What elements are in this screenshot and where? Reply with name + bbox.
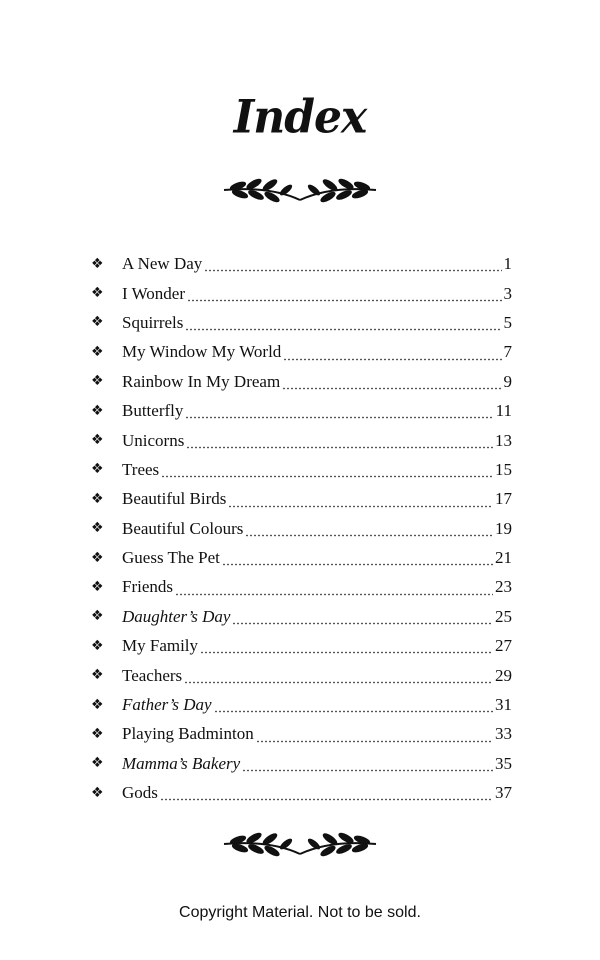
four-diamond-bullet-icon: ❖ (91, 520, 104, 537)
entry-page-number: 25 (495, 606, 512, 626)
four-diamond-bullet-icon: ❖ (91, 373, 104, 390)
entry-page-number: 15 (495, 459, 512, 479)
index-entry (88, 749, 512, 778)
entry-title: I Wonder (122, 283, 185, 303)
dot-leader (228, 494, 493, 508)
dot-leader (187, 288, 502, 302)
dot-leader (175, 582, 493, 596)
entry-title: Teachers (122, 665, 183, 685)
four-diamond-bullet-icon: ❖ (91, 637, 104, 654)
entry-page-number: 21 (495, 548, 512, 568)
dot-leader (214, 699, 493, 713)
four-diamond-bullet-icon: ❖ (91, 314, 104, 331)
page-title: Index (233, 90, 367, 145)
index-entry (88, 367, 512, 396)
entry-page-number: 31 (495, 695, 512, 715)
index-entry (88, 631, 512, 660)
index-entry (88, 514, 512, 543)
four-diamond-bullet-icon: ❖ (91, 255, 104, 272)
index-entry (88, 308, 512, 337)
dot-leader (232, 611, 493, 625)
entry-title: Gods (122, 783, 158, 803)
entry-title: Friends (122, 577, 173, 597)
entry-title: Beautiful Colours (122, 518, 244, 538)
dot-leader (185, 405, 493, 419)
entry-page-number: 11 (495, 401, 512, 421)
dot-leader (222, 552, 493, 566)
index-entry (88, 249, 512, 278)
index-entry (88, 602, 512, 631)
index-entry (88, 337, 512, 366)
entry-title: Father’s Day (122, 695, 212, 715)
entry-page-number: 13 (495, 430, 512, 450)
entry-title: My Window My World (122, 342, 282, 362)
four-diamond-bullet-icon: ❖ (91, 696, 104, 713)
dot-leader (184, 670, 493, 684)
index-entry (88, 543, 512, 572)
entry-page-number: 33 (495, 724, 512, 744)
four-diamond-bullet-icon: ❖ (91, 755, 104, 772)
dot-leader (204, 258, 501, 272)
entry-title: Squirrels (122, 312, 184, 332)
dot-leader (161, 464, 493, 478)
four-diamond-bullet-icon: ❖ (91, 667, 104, 684)
four-diamond-bullet-icon: ❖ (91, 461, 104, 478)
four-diamond-bullet-icon: ❖ (91, 285, 104, 302)
entry-page-number: 37 (495, 783, 512, 803)
copyright-notice: Copyright Material. Not to be sold. (179, 904, 421, 921)
entry-page-number: 19 (495, 518, 512, 538)
dot-leader (160, 787, 493, 801)
entry-title: Playing Badminton (122, 724, 254, 744)
four-diamond-bullet-icon: ❖ (91, 784, 104, 801)
four-diamond-bullet-icon: ❖ (91, 549, 104, 566)
entry-title: Rainbow In My Dream (122, 371, 281, 391)
entry-page-number: 7 (503, 342, 512, 362)
entry-page-number: 27 (495, 636, 512, 656)
entry-page-number: 3 (503, 283, 512, 303)
four-diamond-bullet-icon: ❖ (91, 432, 104, 449)
four-diamond-bullet-icon: ❖ (91, 578, 104, 595)
index-list (88, 249, 512, 807)
four-diamond-bullet-icon: ❖ (91, 490, 104, 507)
laurel-branch-icon (220, 830, 380, 866)
entry-title: Unicorns (122, 430, 185, 450)
dot-leader (283, 347, 501, 361)
dot-leader (282, 376, 501, 390)
entry-page-number: 23 (495, 577, 512, 597)
index-entry (88, 660, 512, 689)
laurel-branch-icon (220, 176, 380, 212)
index-entry (88, 778, 512, 807)
four-diamond-bullet-icon: ❖ (91, 402, 104, 419)
entry-page-number: 5 (503, 312, 512, 332)
index-entry (88, 719, 512, 748)
entry-title: Daughter’s Day (122, 606, 231, 626)
entry-page-number: 17 (495, 489, 512, 509)
four-diamond-bullet-icon: ❖ (91, 343, 104, 360)
entry-page-number: 35 (495, 753, 512, 773)
four-diamond-bullet-icon: ❖ (91, 725, 104, 742)
dot-leader (185, 317, 501, 331)
index-entry (88, 455, 512, 484)
dot-leader (200, 640, 493, 654)
index-entry (88, 396, 512, 425)
dot-leader (242, 758, 493, 772)
entry-title: Beautiful Birds (122, 489, 227, 509)
index-entry (88, 425, 512, 454)
four-diamond-bullet-icon: ❖ (91, 608, 104, 625)
entry-page-number: 9 (503, 371, 512, 391)
dot-leader (245, 523, 493, 537)
index-entry (88, 278, 512, 307)
dot-leader (186, 435, 493, 449)
entry-title: Trees (122, 459, 160, 479)
dot-leader (256, 729, 493, 743)
entry-title: My Family (122, 636, 199, 656)
index-entry (88, 690, 512, 719)
index-entry (88, 572, 512, 601)
entry-title: Guess The Pet (122, 548, 220, 568)
entry-title: Mamma’s Bakery (122, 753, 241, 773)
entry-page-number: 29 (495, 665, 512, 685)
entry-title: Butterfly (122, 401, 184, 421)
entry-title: A New Day (122, 254, 203, 274)
index-entry (88, 484, 512, 513)
entry-page-number: 1 (503, 254, 512, 274)
